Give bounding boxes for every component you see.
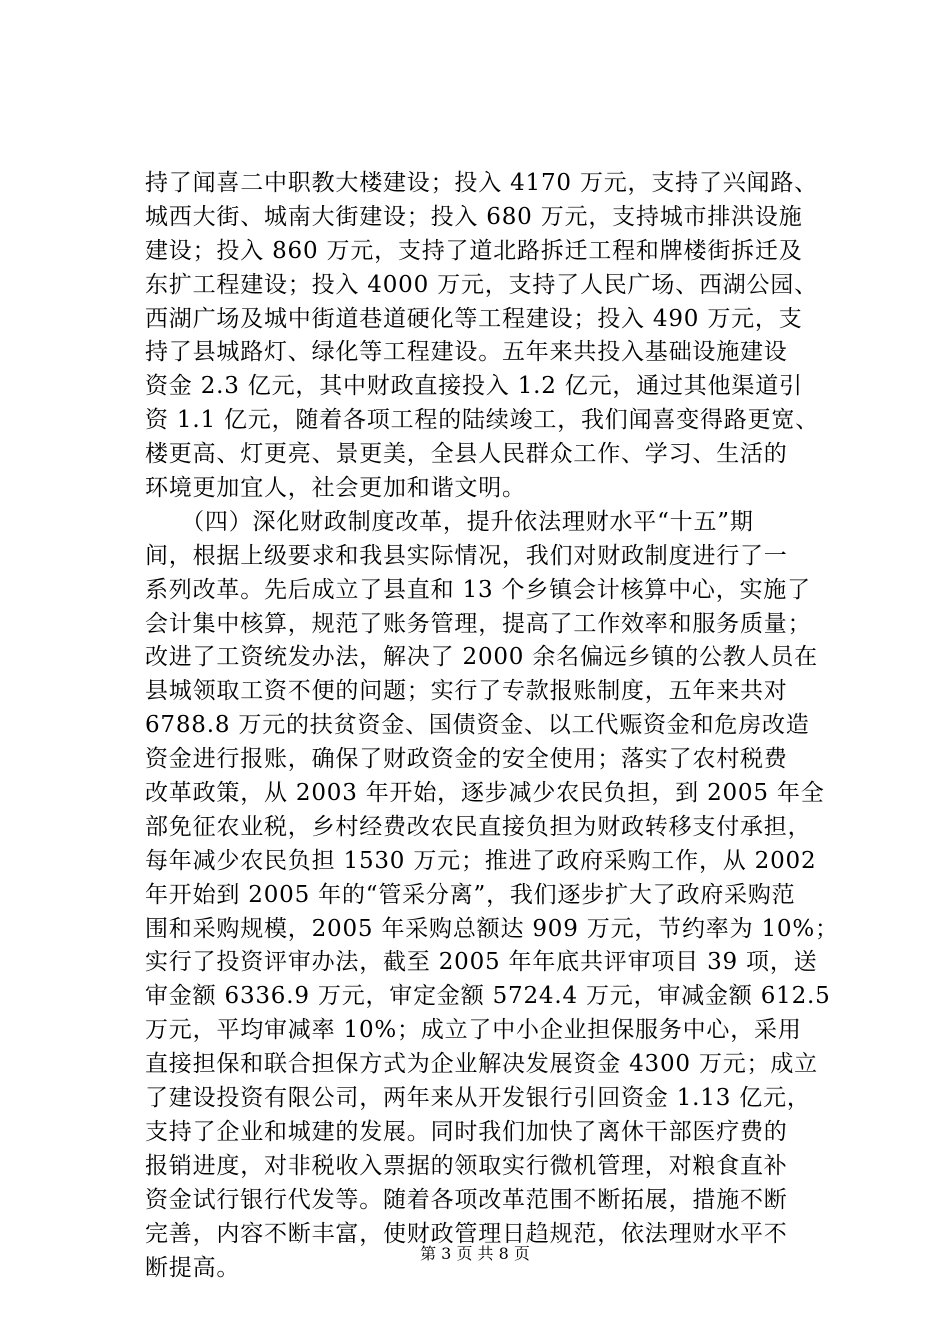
text-line: 年开始到 2005 年的“管采分离”，我们逐步扩大了政府采购范: [145, 881, 796, 908]
text-line: 资金 2.3 亿元，其中财政直接投入 1.2 亿元，通过其他渠道引: [145, 373, 803, 400]
text-line: 了建设投资有限公司，两年来从开发银行引回资金 1.13 亿元，: [145, 1085, 811, 1112]
text-line: 环境更加宜人，社会更加和谐文明。: [145, 475, 526, 502]
text-line: 资金试行银行代发等。随着各项改革范围不断拓展，措施不断: [145, 1186, 788, 1213]
text-line: 会计集中核算，规范了账务管理，提高了工作效率和服务质量；: [145, 610, 812, 637]
page-number-footer: 第 3 页 共 8 页: [420, 1244, 530, 1263]
text-line: 持了县城路灯、绿化等工程建设。五年来共投入基础设施建设: [145, 339, 788, 366]
body-text: [145, 167, 839, 1285]
text-line: 审金额 6336.9 万元，审定金额 5724.4 万元，审减金额 612.5: [145, 983, 831, 1010]
text-line: 西湖广场及城中街道巷道硬化等工程建设；投入 490 万元，支: [145, 305, 803, 332]
text-line: 持了闻喜二中职教大楼建设；投入 4170 万元，支持了兴闻路、: [145, 170, 818, 196]
text-line: 万元，平均审减率 10%；成立了中小企业担保服务中心，采用: [145, 1017, 802, 1044]
text-line: 资 1.1 亿元，随着各项工程的陆续竣工，我们闻喜变得路更宽、: [145, 407, 819, 434]
text-line: 城西大街、城南大街建设；投入 680 万元，支持城市排洪设施: [145, 203, 803, 230]
text-line: 系列改革。先后成立了县直和 13 个乡镇会计核算中心，实施了: [145, 576, 811, 603]
text-line: 完善，内容不断丰富，使财政管理日趋规范，依法理财水平不: [145, 1220, 788, 1247]
text-line: 每年减少农民负担 1530 万元；推进了政府采购工作，从 2002: [145, 847, 817, 874]
text-line: 实行了投资评审办法，截至 2005 年年底共评审项目 39 项，送: [145, 949, 818, 976]
text-line: 县城领取工资不便的问题；实行了专款报账制度，五年来共对: [145, 678, 788, 705]
text-line: 间，根据上级要求和我县实际情况，我们对财政制度进行了一: [145, 542, 788, 569]
text-line: 支持了企业和城建的发展。同时我们加快了离休干部医疗费的: [145, 1118, 788, 1145]
text-line: 改革政策，从 2003 年开始，逐步减少农民负担，到 2005 年全: [145, 780, 825, 807]
text-line: 改进了工资统发办法，解决了 2000 余名偏远乡镇的公教人员在: [145, 644, 818, 671]
text-line: 6788.8 万元的扶贫资金、国债资金、以工代赈资金和危房改造: [145, 712, 810, 739]
text-line: 部免征农业税，乡村经费改农民直接负担为财政转移支付承担，: [145, 813, 812, 840]
text-line: 断提高。: [145, 1254, 241, 1281]
paragraph-heading-line: （四）深化财政制度改革，提升依法理财水平“十五”期: [145, 508, 754, 535]
text-line: 建设；投入 860 万元，支持了道北路拆迁工程和牌楼街拆迁及: [145, 237, 803, 264]
text-line: 报销进度，对非税收入票据的领取实行微机管理，对粮食直补: [145, 1152, 788, 1179]
text-line: 直接担保和联合担保方式为企业解决发展资金 4300 万元；成立: [145, 1051, 818, 1078]
text-line: 资金进行报账，确保了财政资金的安全使用；落实了农村税费: [145, 746, 788, 773]
text-line: 楼更高、灯更亮、景更美，全县人民群众工作、学习、生活的: [145, 441, 788, 468]
text-line: 围和采购规模，2005 年采购总额达 909 万元，节约率为 10%；: [145, 915, 839, 942]
text-line: 东扩工程建设；投入 4000 万元，支持了人民广场、西湖公园、: [145, 271, 818, 298]
